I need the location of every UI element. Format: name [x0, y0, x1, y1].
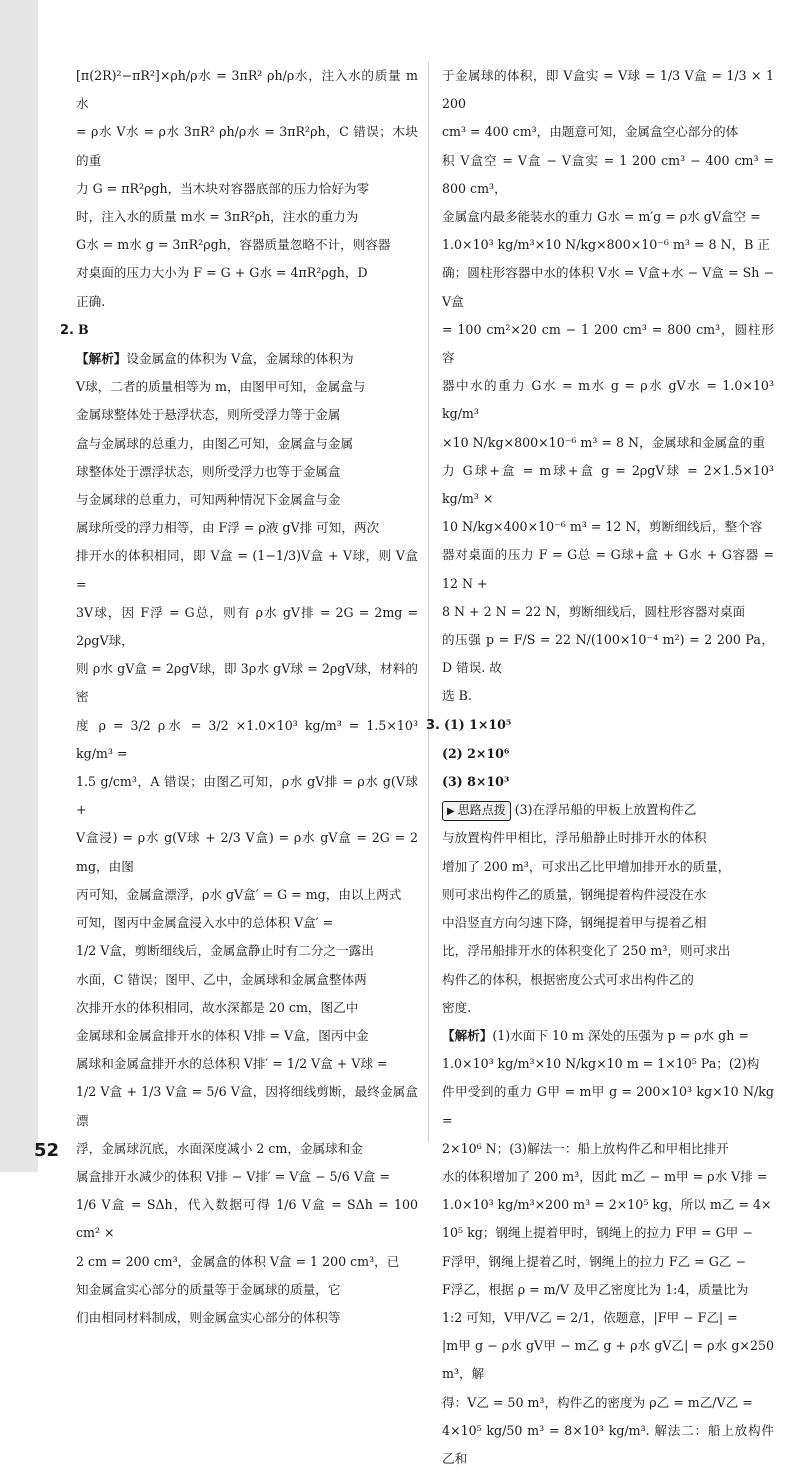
text-line: 排开水的体积相同，即 V盒 = (1−1/3)V盒 + V球，则 V盒 = — [76, 548, 418, 592]
text-line: 浮，金属球沉底，水面深度减小 2 cm，金属球和金 — [76, 1140, 363, 1156]
text-line: 得：V乙 = 50 m³，构件乙的密度为 ρ乙 = m乙/V乙 = — [442, 1394, 753, 1410]
text-line: 水的体积增加了 200 m³，因此 m乙 − m甲 = ρ水 V排 = — [442, 1168, 768, 1184]
text-line: 1.5 g/cm³，A 错误；由图乙可知，ρ水 gV排 = ρ水 g(V球 + — [76, 774, 418, 818]
text-line: 们由相同材料制成，则金属盒实心部分的体积等 — [76, 1309, 341, 1325]
text-line: F浮甲，钢绳上提着乙时，钢绳上的拉力 F乙 = G乙 − — [442, 1253, 746, 1269]
text-line: 1.0×10³ kg/m³×10 N/kg×800×10⁻⁶ m³ = 8 N，B 正 — [442, 237, 771, 253]
text-line: 知金属盒实心部分的质量等于金属球的质量，它 — [76, 1281, 341, 1297]
text-line: 中沿竖直方向匀速下降，钢绳提着甲与提着乙相 — [442, 915, 707, 931]
text-line: 丙可知，金属盒漂浮，ρ水 gV盒′ = G = mg，由以上两式 — [76, 886, 402, 902]
text-line: [π(2R)²−πR²]×ρh/ρ水 = 3πR² ρh/ρ水，注入水的质量 m水 — [76, 68, 418, 112]
text-line: G水 = m水 g = 3πR²ρgh，容器质量忽略不计，则容器 — [76, 237, 391, 253]
chevron-right-icon: ▶ — [447, 806, 455, 818]
answer-line: (3) 8×10³ — [442, 774, 510, 790]
text-line: 密度. — [442, 999, 472, 1015]
text-line: 盒与金属球的总重力，由图乙可知，金属盒与金属 — [76, 435, 354, 451]
analysis-tag: 【解析】 — [76, 351, 127, 367]
text-line: 1.0×10³ kg/m³×10 N/kg×10 m = 1×10⁵ Pa；(2)构 — [442, 1056, 760, 1072]
text-line: 金属球整体处于悬浮状态，则所受浮力等于金属 — [76, 407, 341, 423]
text-line: 力 G球+盒 = m球+盒 g = 2ρgV球 = 2×1.5×10³ kg/m³ × — [442, 462, 774, 507]
text-line: 属球所受的浮力相等，由 F浮 = ρ液 gV排 可知，两次 — [76, 520, 380, 536]
answer-line: (1) 1×10⁵ — [444, 716, 512, 732]
text-line: 属盒排开水减少的体积 V排 − V排′ = V盒 − 5/6 V盒 = — [76, 1168, 391, 1184]
text-line: 器中水的重力 G水 = m水 g = ρ水 gV水 = 1.0×10³ kg/m³ — [442, 378, 774, 422]
question-3-header — [426, 711, 774, 740]
hint-badge-label: 思路点拨 — [457, 803, 506, 818]
text-line: 1:2 可知，V甲/V乙 = 2/1，依题意，|F甲 − F乙| = — [442, 1309, 738, 1325]
right-column — [426, 62, 774, 1473]
text-line: 件甲受到的重力 G甲 = m甲 g = 200×10³ kg×10 N/kg = — [442, 1084, 774, 1128]
text-line: 10⁵ kg；钢绳上提着甲时，钢绳上的拉力 F甲 = G甲 − — [442, 1225, 753, 1241]
text-line: 2 cm = 200 cm³，金属盒的体积 V盒 = 1 200 cm³，已 — [76, 1253, 400, 1269]
left-column — [60, 62, 418, 1332]
analysis-tag: 【解析】 — [442, 1027, 493, 1043]
text-line: 的压强 p = F/S = 22 N/(100×10⁻⁴ m²) = 2 200 Pa，D 错误. 故 — [442, 632, 774, 676]
text-line: cm³ = 400 cm³，由题意可知，金属盒空心部分的体 — [442, 124, 739, 140]
text-line: 选 B. — [442, 688, 472, 704]
text-line: 积 V盒空 = V盒 − V盒实 = 1 200 cm³ − 400 cm³ = 800 cm³， — [442, 152, 774, 196]
text-line: F浮乙，根据 ρ = m/V 及甲乙密度比为 1:4，质量比为 — [442, 1281, 749, 1297]
text-line: 与金属球的总重力，可知两种情况下金属盒与金 — [76, 492, 341, 508]
text-line: 器对桌面的压力 F = G总 = G球+盒 + G水 + G容器 = 12 N + — [442, 547, 774, 591]
text-line: 设金属盒的体积为 V盒，金属球的体积为 — [126, 351, 354, 367]
text-line: V盒浸) = ρ水 g(V球 + 2/3 V盒) = ρ水 gV盒 = 2G = 2 mg，由图 — [76, 830, 418, 874]
answer-choice: B — [78, 321, 89, 337]
text-line: 度 ρ = 3/2 ρ水 = 3/2 ×1.0×10³ kg/m³ = 1.5×10³ kg/m³ = — [76, 717, 418, 761]
text-line: |m甲 g − ρ水 gV甲 − m乙 g + ρ水 gV乙| = ρ水 g×250 m³，解 — [442, 1338, 774, 1382]
text-line: 比，浮吊船排开水的体积变化了 250 m³，则可求出 — [442, 943, 731, 959]
text-line: ×10 N/kg×800×10⁻⁶ m³ = 8 N，金属球和金属盒的重 — [442, 434, 765, 450]
text-line: 球整体处于漂浮状态，则所受浮力也等于金属盒 — [76, 463, 341, 479]
text-line: 金属盒内最多能装水的重力 G水 = m′g = ρ水 gV盒空 = — [442, 209, 761, 225]
text-line: (1)水面下 10 m 深处的压强为 p = ρ水 gh = — [492, 1027, 749, 1043]
text-line: (3)在浮吊船的甲板上放置构件乙 — [514, 802, 697, 818]
text-line: 1/2 V盒 + 1/3 V盒 = 5/6 V盒，因将细线剪断，最终金属盒漂 — [76, 1084, 418, 1128]
text-line: 2×10⁶ N；(3)解法一：船上放构件乙和甲相比排开 — [442, 1140, 729, 1156]
text-line: 则可求出构件乙的质量，钢绳提着构件浸没在水 — [442, 886, 707, 902]
analysis-first-line — [76, 345, 418, 373]
text-line: 水面，C 错误；图甲、乙中，金属球和金属盒整体两 — [76, 971, 367, 987]
text-line: 构件乙的体积，根据密度公式可求出构件乙的 — [442, 971, 694, 987]
text-line: 1/6 V盒 = SΔh，代入数据可得 1/6 V盒 = SΔh = 100 cm² × — [76, 1197, 418, 1241]
text-line: = ρ水 V水 = ρ水 3πR² ρh/ρ水 = 3πR²ρh，C 错误；木块的重 — [76, 124, 418, 168]
text-line: 与放置构件甲相比，浮吊船静止时排开水的体积 — [442, 830, 707, 846]
text-line: 确；圆柱形容器中水的体积 V水 = V盒+水 − V盒 = Sh − V盒 — [442, 265, 774, 309]
text-line: 增加了 200 m³，可求出乙比甲增加排开水的质量， — [442, 858, 731, 874]
question-2-header — [60, 316, 418, 345]
text-line: 3V球，因 F浮 = G总，则有 ρ水 gV排 = 2G = 2mg = 2ρgV球， — [76, 604, 418, 649]
text-line: 可知，图丙中金属盒浸入水中的总体积 V盒′ = — [76, 915, 334, 931]
text-line: 则 ρ水 gV盒 = 2ρgV球，即 3ρ水 gV球 = 2ρgV球，材料的密 — [76, 661, 418, 705]
text-line: 1.0×10³ kg/m³×200 m³ = 2×10⁵ kg，所以 m乙 = 4× — [442, 1197, 772, 1213]
text-line: 时，注入水的质量 m水 = 3πR²ρh，注水的重力为 — [76, 209, 359, 225]
text-line: 属球和金属盒排开水的总体积 V排′ = 1/2 V盒 + V球 = — [76, 1056, 388, 1072]
column-divider — [428, 62, 429, 1142]
text-line: 8 N + 2 N = 22 N，剪断细线后，圆柱形容器对桌面 — [442, 603, 746, 619]
text-line: V球，二者的质量相等为 m，由图甲可知，金属盒与 — [76, 379, 366, 395]
text-line: 正确. — [76, 293, 106, 309]
text-line: 1/2 V盒，剪断细线后，金属盒静止时有二分之一露出 — [76, 943, 374, 959]
analysis-first-line — [442, 1022, 774, 1050]
page-number: 52 — [34, 1140, 60, 1161]
text-line: 次排开水的体积相同，故水深都是 20 cm，图乙中 — [76, 999, 359, 1015]
text-line: 对桌面的压力大小为 F = G + G水 = 4πR²ρgh，D — [76, 265, 368, 281]
hint-badge — [442, 801, 511, 821]
text-line: = 100 cm²×20 cm − 1 200 cm³ = 800 cm³，圆柱形容 — [442, 321, 774, 366]
page-edge-bar — [0, 0, 38, 1172]
text-line: 于金属球的体积，即 V盒实 = V球 = 1/3 V盒 = 1/3 × 1 200 — [442, 68, 774, 112]
text-line: 10 N/kg×400×10⁻⁶ m³ = 12 N，剪断细线后，整个容 — [442, 519, 763, 535]
text-line: 金属球和金属盒排开水的体积 V排 = V盒，图丙中金 — [76, 1027, 369, 1043]
hint-first-line — [442, 796, 774, 824]
question-number: 3. — [426, 717, 440, 733]
text-line: 力 G = πR²ρgh，当木块对容器底部的压力恰好为零 — [76, 180, 370, 196]
question-number: 2. — [60, 322, 74, 338]
answer-line: (2) 2×10⁶ — [442, 745, 510, 761]
text-line: 4×10⁵ kg/50 m³ = 8×10³ kg/m³. 解法二：船上放构件乙和 — [442, 1422, 774, 1466]
